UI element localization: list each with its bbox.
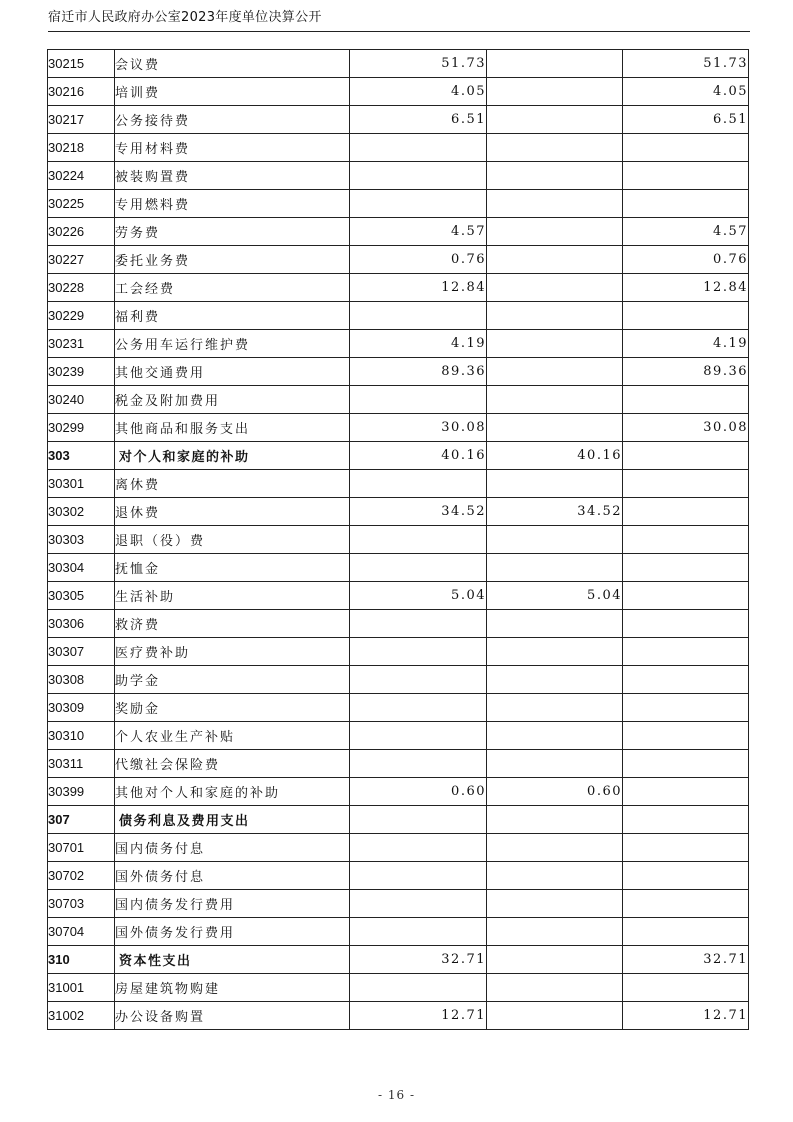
table-row — [48, 890, 749, 918]
project-expense-cell — [623, 638, 749, 666]
project-expense-cell — [623, 806, 749, 834]
basic-expense-cell — [487, 50, 623, 78]
table-row — [48, 498, 749, 526]
item-name-cell: 抚恤金 — [115, 554, 350, 582]
account-code-cell: 30224 — [48, 162, 115, 190]
project-expense-cell — [623, 974, 749, 1002]
item-name-cell: 国外债务发行费用 — [115, 918, 350, 946]
project-expense-cell: 4.57 — [623, 218, 749, 246]
basic-expense-cell — [487, 946, 623, 974]
basic-expense-cell — [487, 162, 623, 190]
item-name-cell: 国外债务付息 — [115, 862, 350, 890]
basic-expense-cell — [487, 246, 623, 274]
page-number: - 16 - — [377, 1088, 415, 1102]
table-row — [48, 218, 749, 246]
basic-expense-cell — [487, 666, 623, 694]
account-code-cell: 30702 — [48, 862, 115, 890]
total-amount-cell — [350, 890, 487, 918]
account-code-cell: 310 — [48, 946, 115, 974]
project-expense-cell: 12.84 — [623, 274, 749, 302]
account-code-cell: 30701 — [48, 834, 115, 862]
item-name-cell: 对个人和家庭的补助 — [115, 442, 350, 470]
total-amount-cell: 6.51 — [350, 106, 487, 134]
table-row — [48, 470, 749, 498]
table-row — [48, 918, 749, 946]
total-amount-cell — [350, 302, 487, 330]
account-code-cell: 30704 — [48, 918, 115, 946]
table-row — [48, 722, 749, 750]
basic-expense-cell — [487, 974, 623, 1002]
total-amount-cell: 40.16 — [350, 442, 487, 470]
table-row — [48, 778, 749, 806]
basic-expense-cell — [487, 918, 623, 946]
total-amount-cell — [350, 162, 487, 190]
table-row — [48, 274, 749, 302]
table-row — [48, 1002, 749, 1030]
account-code-cell: 30228 — [48, 274, 115, 302]
project-expense-cell — [623, 862, 749, 890]
project-expense-cell — [623, 750, 749, 778]
basic-expense-cell — [487, 302, 623, 330]
item-name-cell: 奖励金 — [115, 694, 350, 722]
account-code-cell: 30703 — [48, 890, 115, 918]
account-code-cell: 30311 — [48, 750, 115, 778]
table-row — [48, 330, 749, 358]
basic-expense-cell — [487, 78, 623, 106]
project-expense-cell: 32.71 — [623, 946, 749, 974]
project-expense-cell: 6.51 — [623, 106, 749, 134]
table-group-row — [48, 946, 749, 974]
basic-expense-cell — [487, 106, 623, 134]
total-amount-cell: 0.76 — [350, 246, 487, 274]
project-expense-cell — [623, 134, 749, 162]
account-code-cell: 30229 — [48, 302, 115, 330]
account-code-cell: 30231 — [48, 330, 115, 358]
account-code-cell: 31001 — [48, 974, 115, 1002]
item-name-cell: 资本性支出 — [115, 946, 350, 974]
account-code-cell: 303 — [48, 442, 115, 470]
item-name-cell: 税金及附加费用 — [115, 386, 350, 414]
item-name-cell: 劳务费 — [115, 218, 350, 246]
basic-expense-cell — [487, 470, 623, 498]
page-header — [48, 9, 750, 32]
account-code-cell: 30303 — [48, 526, 115, 554]
account-code-cell: 30226 — [48, 218, 115, 246]
item-name-cell: 福利费 — [115, 302, 350, 330]
project-expense-cell: 4.05 — [623, 78, 749, 106]
basic-expense-cell — [487, 722, 623, 750]
table-row — [48, 246, 749, 274]
account-code-cell: 30216 — [48, 78, 115, 106]
item-name-cell: 会议费 — [115, 50, 350, 78]
table-row — [48, 302, 749, 330]
basic-expense-cell: 34.52 — [487, 498, 623, 526]
table-group-row — [48, 806, 749, 834]
item-name-cell: 救济费 — [115, 610, 350, 638]
basic-expense-cell — [487, 274, 623, 302]
account-code-cell: 30225 — [48, 190, 115, 218]
item-name-cell: 生活补助 — [115, 582, 350, 610]
account-code-cell: 30217 — [48, 106, 115, 134]
total-amount-cell — [350, 974, 487, 1002]
project-expense-cell: 51.73 — [623, 50, 749, 78]
basic-expense-cell — [487, 834, 623, 862]
item-name-cell: 委托业务费 — [115, 246, 350, 274]
table-row — [48, 610, 749, 638]
project-expense-cell: 89.36 — [623, 358, 749, 386]
table-row — [48, 750, 749, 778]
project-expense-cell — [623, 526, 749, 554]
item-name-cell: 其他对个人和家庭的补助 — [115, 778, 350, 806]
project-expense-cell — [623, 778, 749, 806]
table-row — [48, 386, 749, 414]
project-expense-cell: 0.76 — [623, 246, 749, 274]
basic-expense-cell — [487, 554, 623, 582]
item-name-cell: 房屋建筑物购建 — [115, 974, 350, 1002]
table-row — [48, 834, 749, 862]
item-name-cell: 公务用车运行维护费 — [115, 330, 350, 358]
account-code-cell: 30305 — [48, 582, 115, 610]
table-row — [48, 694, 749, 722]
account-code-cell: 307 — [48, 806, 115, 834]
project-expense-cell — [623, 610, 749, 638]
total-amount-cell — [350, 386, 487, 414]
total-amount-cell: 12.71 — [350, 1002, 487, 1030]
table-row — [48, 358, 749, 386]
basic-expense-cell — [487, 806, 623, 834]
account-code-cell: 30308 — [48, 666, 115, 694]
basic-expense-cell — [487, 414, 623, 442]
item-name-cell: 培训费 — [115, 78, 350, 106]
total-amount-cell — [350, 806, 487, 834]
table-row — [48, 134, 749, 162]
total-amount-cell: 4.05 — [350, 78, 487, 106]
item-name-cell: 专用材料费 — [115, 134, 350, 162]
project-expense-cell — [623, 442, 749, 470]
item-name-cell: 离休费 — [115, 470, 350, 498]
project-expense-cell — [623, 582, 749, 610]
project-expense-cell: 30.08 — [623, 414, 749, 442]
project-expense-cell — [623, 386, 749, 414]
account-code-cell: 30218 — [48, 134, 115, 162]
basic-expense-cell: 0.60 — [487, 778, 623, 806]
total-amount-cell: 0.60 — [350, 778, 487, 806]
table-row — [48, 974, 749, 1002]
table-row — [48, 526, 749, 554]
total-amount-cell: 34.52 — [350, 498, 487, 526]
table-row — [48, 554, 749, 582]
total-amount-cell — [350, 134, 487, 162]
item-name-cell: 助学金 — [115, 666, 350, 694]
total-amount-cell: 32.71 — [350, 946, 487, 974]
account-code-cell: 30399 — [48, 778, 115, 806]
total-amount-cell — [350, 750, 487, 778]
total-amount-cell — [350, 834, 487, 862]
basic-expense-cell — [487, 330, 623, 358]
table-row — [48, 666, 749, 694]
account-code-cell: 30239 — [48, 358, 115, 386]
total-amount-cell: 89.36 — [350, 358, 487, 386]
expenditure-table — [47, 49, 749, 1030]
total-amount-cell: 4.19 — [350, 330, 487, 358]
total-amount-cell — [350, 918, 487, 946]
account-code-cell: 30302 — [48, 498, 115, 526]
table-row — [48, 78, 749, 106]
project-expense-cell — [623, 834, 749, 862]
account-code-cell: 30301 — [48, 470, 115, 498]
project-expense-cell — [623, 666, 749, 694]
item-name-cell: 专用燃料费 — [115, 190, 350, 218]
item-name-cell: 个人农业生产补贴 — [115, 722, 350, 750]
item-name-cell: 工会经费 — [115, 274, 350, 302]
project-expense-cell — [623, 498, 749, 526]
total-amount-cell: 12.84 — [350, 274, 487, 302]
item-name-cell: 债务利息及费用支出 — [115, 806, 350, 834]
account-code-cell: 30215 — [48, 50, 115, 78]
basic-expense-cell — [487, 638, 623, 666]
table-group-row — [48, 442, 749, 470]
table-row — [48, 190, 749, 218]
table-row — [48, 414, 749, 442]
total-amount-cell — [350, 722, 487, 750]
basic-expense-cell — [487, 1002, 623, 1030]
item-name-cell: 其他交通费用 — [115, 358, 350, 386]
project-expense-cell — [623, 890, 749, 918]
total-amount-cell — [350, 610, 487, 638]
basic-expense-cell — [487, 750, 623, 778]
total-amount-cell: 51.73 — [350, 50, 487, 78]
header-title: 宿迁市人民政府办公室2023年度单位决算公开 — [48, 10, 322, 25]
basic-expense-cell: 5.04 — [487, 582, 623, 610]
total-amount-cell — [350, 554, 487, 582]
item-name-cell: 国内债务发行费用 — [115, 890, 350, 918]
total-amount-cell: 30.08 — [350, 414, 487, 442]
item-name-cell: 被装购置费 — [115, 162, 350, 190]
project-expense-cell — [623, 722, 749, 750]
project-expense-cell: 4.19 — [623, 330, 749, 358]
table-body — [48, 50, 749, 1030]
project-expense-cell — [623, 302, 749, 330]
account-code-cell: 30307 — [48, 638, 115, 666]
project-expense-cell — [623, 162, 749, 190]
total-amount-cell: 4.57 — [350, 218, 487, 246]
basic-expense-cell — [487, 610, 623, 638]
item-name-cell: 其他商品和服务支出 — [115, 414, 350, 442]
project-expense-cell — [623, 470, 749, 498]
account-code-cell: 30309 — [48, 694, 115, 722]
table-row — [48, 582, 749, 610]
total-amount-cell — [350, 694, 487, 722]
item-name-cell: 医疗费补助 — [115, 638, 350, 666]
account-code-cell: 30306 — [48, 610, 115, 638]
table-row — [48, 50, 749, 78]
project-expense-cell — [623, 694, 749, 722]
item-name-cell: 退职（役）费 — [115, 526, 350, 554]
basic-expense-cell — [487, 190, 623, 218]
total-amount-cell: 5.04 — [350, 582, 487, 610]
total-amount-cell — [350, 190, 487, 218]
item-name-cell: 代缴社会保险费 — [115, 750, 350, 778]
account-code-cell: 30304 — [48, 554, 115, 582]
total-amount-cell — [350, 526, 487, 554]
project-expense-cell — [623, 190, 749, 218]
project-expense-cell — [623, 554, 749, 582]
table-row — [48, 162, 749, 190]
basic-expense-cell — [487, 134, 623, 162]
table-row — [48, 862, 749, 890]
account-code-cell: 30299 — [48, 414, 115, 442]
total-amount-cell — [350, 862, 487, 890]
basic-expense-cell — [487, 862, 623, 890]
basic-expense-cell — [487, 358, 623, 386]
basic-expense-cell — [487, 890, 623, 918]
total-amount-cell — [350, 470, 487, 498]
basic-expense-cell: 40.16 — [487, 442, 623, 470]
account-code-cell: 30227 — [48, 246, 115, 274]
item-name-cell: 国内债务付息 — [115, 834, 350, 862]
basic-expense-cell — [487, 218, 623, 246]
item-name-cell: 退休费 — [115, 498, 350, 526]
basic-expense-cell — [487, 526, 623, 554]
basic-expense-cell — [487, 386, 623, 414]
basic-expense-cell — [487, 694, 623, 722]
project-expense-cell — [623, 918, 749, 946]
project-expense-cell: 12.71 — [623, 1002, 749, 1030]
total-amount-cell — [350, 638, 487, 666]
total-amount-cell — [350, 666, 487, 694]
account-code-cell: 31002 — [48, 1002, 115, 1030]
table-row — [48, 106, 749, 134]
account-code-cell: 30240 — [48, 386, 115, 414]
table-row — [48, 638, 749, 666]
account-code-cell: 30310 — [48, 722, 115, 750]
item-name-cell: 公务接待费 — [115, 106, 350, 134]
item-name-cell: 办公设备购置 — [115, 1002, 350, 1030]
